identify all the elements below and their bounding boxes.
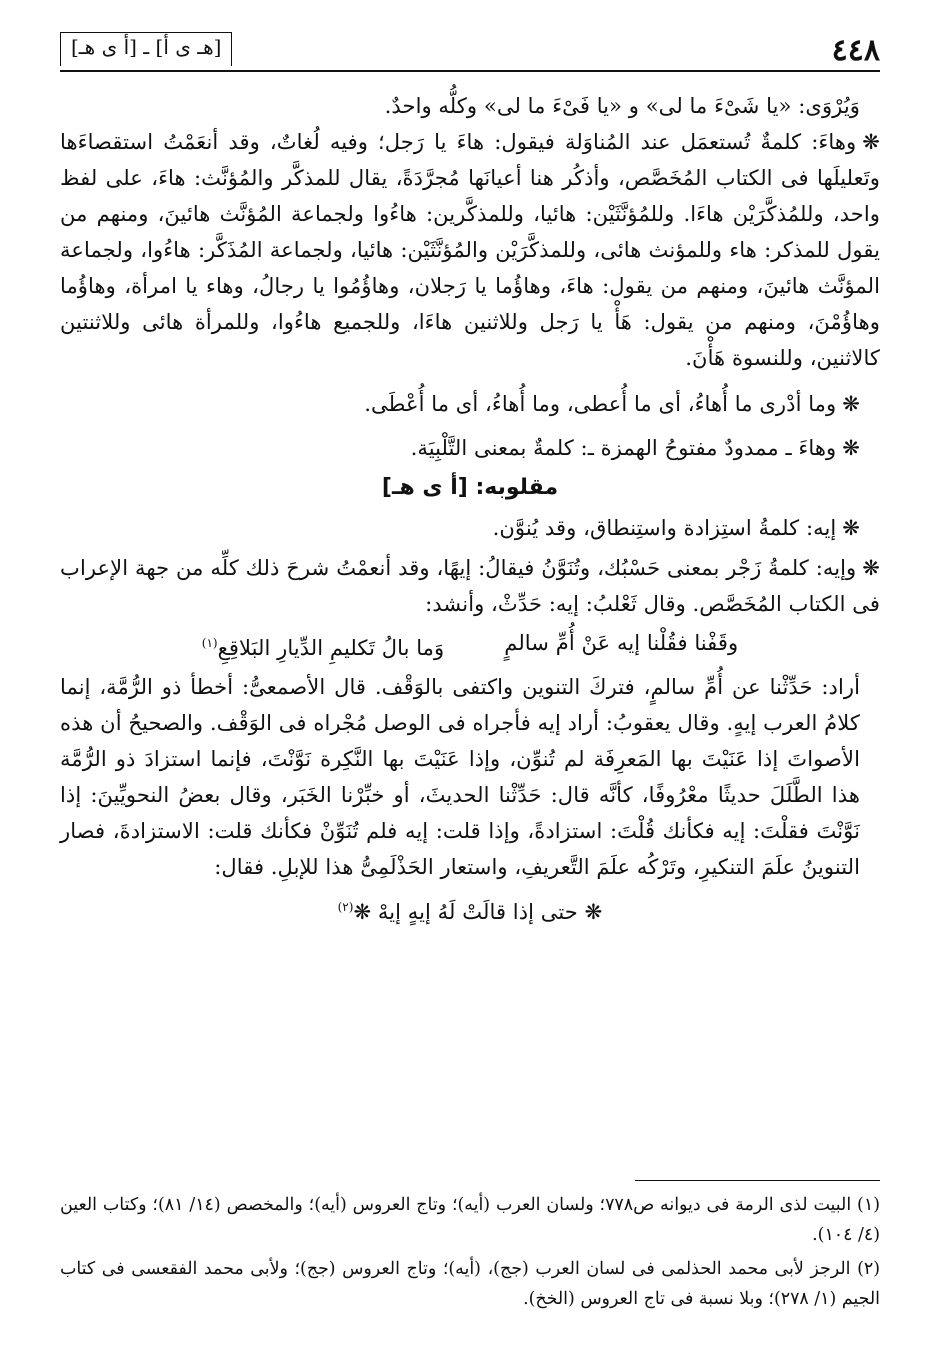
paragraph [60, 386, 880, 422]
paragraph-text: وهاءَ: كلمةٌ تُستعمَل عند المُناوَلة فيقول: هاءَ يا رَجل؛ وفيه لُغاتٌ، وقد أنعَمْتُ استقصاءَها وتَعليلَها فى الكتاب المُخَصَّص، وأذكُر هنا أعيانَها مُجرَّدَةً، يقال للمذكَّر والمُؤنَّث: هاءَ، على لفظ واحد، وللمُذكَّرَيْن هاءَا. وللمُؤنَّثَيْن: هائيا، وللمذكَّرين: هاءُوا ولجماعة المُؤنَّث هائينَ، ومنهم من يقول للمذكر: هاء وللمؤنث هائى، وللمذكَّرَيْن والمُؤنَّثَيْن: هائيا، ولجماعة المُذَكَّر: هاءُوا، ولجماعة المؤنَّث هائينَ، ومنهم من يقول: هاءَ، وهاؤُما يا رَجلان، وهاؤُمُوا يا رجالُ، وهاء يا امرأة، وهاؤُما وهاؤُمْنَ، ومنهم من يقول: هَأْ يا رَجل وللاثنين هاءَا، وللجميع هاءُوا، وللمرأة هائى وللاثنتين كالاثنين، وللنسوة هَأْنَ. [60, 129, 880, 370]
star-ornament-icon: ❋ [842, 435, 860, 460]
verse-text: ❋ حتى إذا قالَتْ لَهُ إيهٍ إيهْ ❋ [353, 899, 603, 925]
main-text [60, 88, 880, 934]
footnote-divider [635, 1180, 880, 1181]
running-head: [هـ ى أ] ـ [أ ى هـ] [60, 32, 232, 66]
paragraph-text: وإيه: كلمةُ زَجْر بمعنى حَسْبُك، وتُنَوَّنُ فيقالُ: إيهًا، وقد أنعمْتُ شرحَ ذلك كلِّه من جهة الإعراب فى الكتاب المُخَصَّص. وقال ثَعْلبُ: إيه: حَدِّثْ، وأنشد: [60, 555, 880, 616]
verse [60, 885, 880, 934]
footnote-ref: (٢) [337, 900, 354, 915]
paragraph: وَيُرْوَى: «يا شَىْءَ ما لى» و «يا فَىْءَ ما لى» وكلُّه واحدٌ. [384, 93, 860, 118]
paragraph-text: إيه: كلمةُ استِزادة واستِنطاق، وقد يُنوَّن. [492, 515, 837, 540]
footnote: (٢) الرجز لأبى محمد الحذلمى فى لسان العرب (جج)، (أيه)؛ وتاج العروس (جج)؛ ولأبى محمد الفقعسى فى كتاب الجيم (١/ ٢٧٨)؛ وبلا نسبة فى تاج العروس (الخخ). [60, 1259, 880, 1309]
paragraph: أراد: حَدِّثْنا عن أُمِّ سالمٍ، فتركَ التنوين واكتفى بالوَقْف. قال الأصمعىُّ: أخطأ ذو الرُّمَّة، إنما كلامُ العرب إيهٍ. وقال يعقوبُ: أراد إيه فأجراه فى الوصل مُجْراه فى الوَقْف. والصحيحُ أن هذه الأصواتَ إذا عَنَيْتَ بها المَعرِفَة لم تُنوِّن، وإذا عَنَيْتَ بها النَّكِرة نَوَّنْتَ، فإنما استزادَ ذو الرُّمَّة هذا الطَّلَلَ حديثًا معْرُوفًا، كأنَّه قال: حَدِّثْنا الحديثَ، أو خبِّرْنا الخَبَر، وقال بعضُ النحويِّينَ: إذا نَوَّنْتَ فقلْتَ: إيه فكأنك قُلْتَ: استزادةً، وإذا قلت: إيه فلم تُنَوِّنْ فكأنك قلت: الاستزادةَ، فصار التنوينُ علَمَ التنكيرِ، وتَرْكُه علَمَ التَّعريفِ، واستعار الحَذْلَمِىُّ هذا للإبلِ. فقال: [60, 674, 860, 880]
book-page [60, 28, 880, 1328]
paragraph [60, 124, 880, 376]
verse-hemistich: وقَفْنا فقُلْنا إيه عَنْ أُمِّ سالمٍ [504, 630, 739, 655]
page-number: ٤٤٨ [831, 33, 880, 68]
verse-text: وَما بالُ تَكليمِ الدِّيارِ البَلاقِعِ [217, 635, 445, 661]
paragraph-text: وما أدْرى ما أُهاءُ، أى ما أُعطى، وما أُهاءُ، أى ما أُعْطَى. [364, 391, 837, 416]
star-ornament-icon: ❋ [862, 555, 880, 580]
footnote-ref: (١) [201, 636, 218, 650]
paragraph-text: وهاءَ ـ ممدودٌ مفتوحُ الهمزة ـ: كلمةٌ بمعنى التَّلْبِيَة. [410, 435, 837, 460]
paragraph [60, 550, 880, 622]
section-title: مقلوبه: [أ ى هـ] [381, 475, 559, 500]
verse [60, 622, 880, 669]
footnote: (١) البيت لذى الرمة فى ديوانه ص٧٧٨؛ ولسان العرب (أيه)؛ وتاج العروس (أيه)؛ والمخصص (١٤/ ٨١)؛ وكتاب العين (٤/ ١٠٤). [60, 1195, 880, 1245]
footnotes [60, 1190, 880, 1314]
page-header [60, 28, 880, 72]
verse-hemistich [202, 622, 445, 669]
paragraph [60, 510, 880, 546]
paragraph [60, 430, 880, 466]
star-ornament-icon: ❋ [842, 515, 860, 540]
star-ornament-icon: ❋ [862, 129, 880, 154]
star-ornament-icon: ❋ [842, 391, 860, 416]
